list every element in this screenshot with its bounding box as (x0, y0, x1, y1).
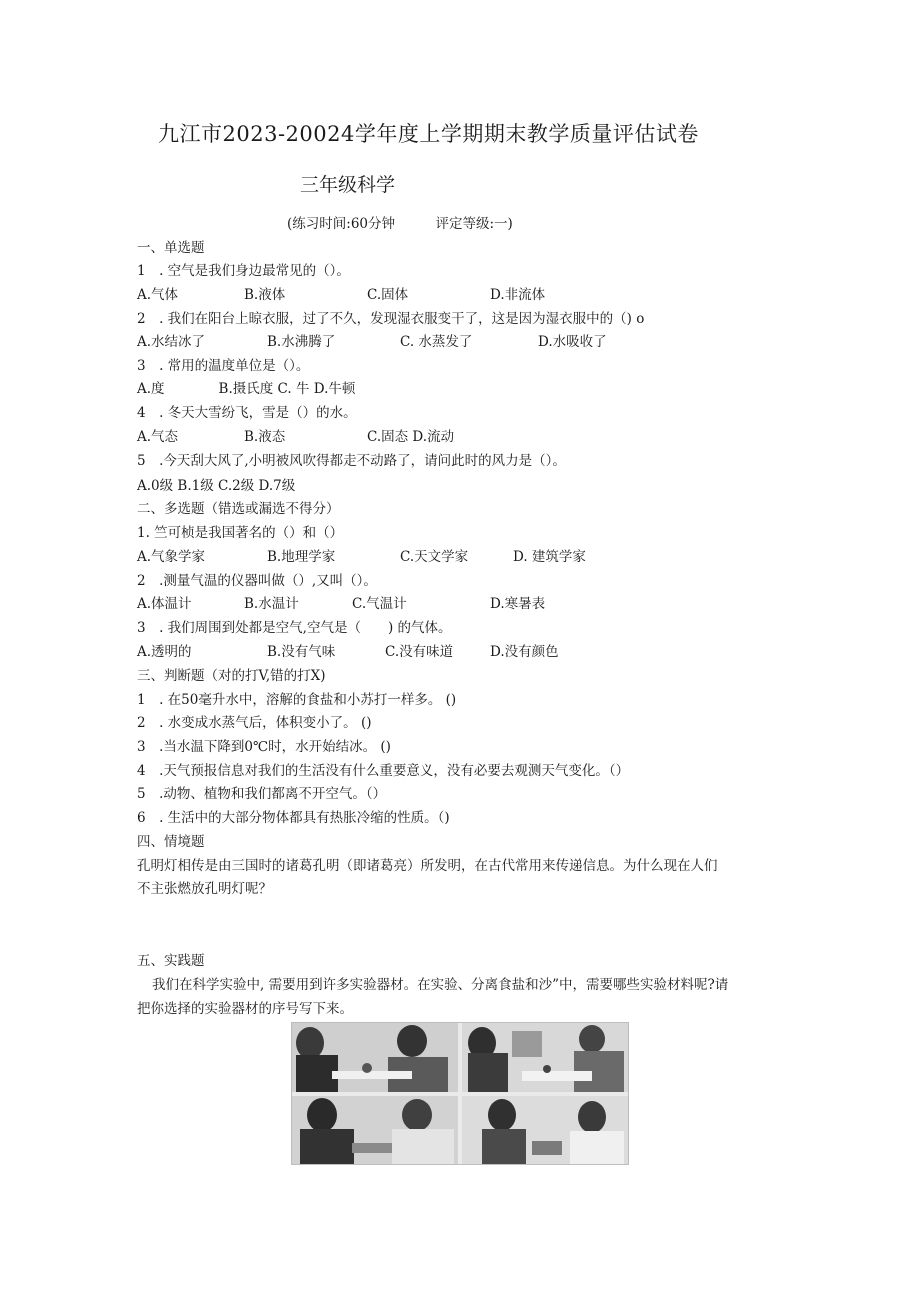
judgment-item: 4 .天气预报信息对我们的生活没有什么重要意义，没有必要去观测天气变化。（） (137, 763, 630, 779)
question-1-3-options: A.度 B.摄氏度 C. 牛 D.牛顿 (137, 381, 356, 397)
section-2-heading: 二、多选题（错选或漏选不得分） (137, 501, 340, 517)
section-3-heading: 三、判断题（对的打V,错的打X) (137, 668, 326, 684)
scenario-text-line-2: 不主张燃放孔明灯呢？ (137, 881, 272, 897)
option-a: A.气象学家 (137, 549, 206, 565)
question-1-5: 5 .今天刮大风了,小明被风吹得都走不动路了，请问此时的风力是（）。 (137, 453, 566, 469)
experiment-photos (291, 1022, 629, 1165)
exam-meta: (练习时间:60分钟 评定等级:一) (287, 216, 513, 232)
judgment-item: 1 . 在50毫升水中，溶解的食盐和小苏打一样多。 () (137, 692, 457, 708)
option-b: B.液态 (244, 429, 286, 445)
option-d: D.寒暑表 (490, 596, 546, 612)
option-cd: C.固态 D.流动 (367, 429, 455, 445)
option-d: D.没有颜色 (490, 644, 559, 660)
judgment-item: 3 .当水温下降到0℃时，水开始结冰。 () (137, 739, 391, 755)
option-b: B.液体 (244, 287, 286, 303)
question-1-4: 4 . 冬天大雪纷飞，雪是（）的水。 (137, 405, 357, 421)
option-a: A.体温计 (137, 596, 192, 612)
practice-text-line-1: 我们在科学实验中, 需要用到许多实验器材。在实验、分离食盐和沙”中，需要哪些实验材料呢?请 (152, 977, 729, 993)
option-a: A.气态 (137, 429, 179, 445)
option-c: C.没有味道 (385, 644, 454, 660)
question-2-1: 1. 竺可桢是我国著名的（）和（） (137, 525, 344, 541)
option-d: D. 建筑学家 (513, 549, 586, 565)
option-c: C.固体 (367, 287, 409, 303)
scenario-text-line-1: 孔明灯相传是由三国时的诸葛孔明（即诸葛亮）所发明，在古代常用来传递信息。为什么现在人们 (137, 858, 718, 874)
page-subtitle: 三年级科学 (300, 174, 396, 196)
section-1-heading: 一、单选题 (137, 240, 205, 256)
section-4-heading: 四、情境题 (137, 834, 205, 850)
option-a: A.透明的 (137, 644, 192, 660)
question-1-5-options: A.0级 B.1级 C.2级 D.7级 (137, 478, 296, 494)
page-title: 九江市2023-20024学年度上学期期末教学质量评估试卷 (158, 122, 699, 146)
option-d: D.非流体 (490, 287, 546, 303)
option-b: B.水温计 (244, 596, 299, 612)
option-c: C.气温计 (352, 596, 407, 612)
option-a: A.气体 (137, 287, 179, 303)
question-1-3: 3 . 常用的温度单位是（）。 (137, 358, 310, 374)
judgment-item: 6 . 生活中的大部分物体都具有热胀冷缩的性质。（) (137, 810, 450, 826)
judgment-item: 5 .动物、植物和我们都离不开空气。（） (137, 786, 387, 802)
option-a: A.水结冰了 (137, 334, 206, 350)
question-1-2: 2 . 我们在阳台上晾衣服，过了不久，发现湿衣服变干了，这是因为湿衣服中的（) o (137, 311, 645, 327)
question-2-2: 2 .测量气温的仪器叫做（）,又叫（）。 (137, 573, 377, 589)
question-2-3: 3 . 我们周围到处都是空气,空气是（ ) 的气体。 (137, 620, 452, 636)
option-b: B.没有气味 (267, 644, 336, 660)
option-c: C. 水蒸发了 (400, 334, 473, 350)
option-b: B.地理学家 (267, 549, 336, 565)
judgment-item: 2 . 水变成水蒸气后，体积变小了。 () (137, 715, 372, 731)
practice-text-line-2: 把你选择的实验器材的序号写下来。 (137, 1001, 353, 1017)
option-c: C.天文学家 (400, 549, 469, 565)
option-b: B.水沸腾了 (267, 334, 336, 350)
option-d: D.水吸收了 (538, 334, 607, 350)
question-1-1: 1 . 空气是我们身边最常见的（）。 (137, 263, 350, 279)
section-5-heading: 五、实践题 (137, 953, 205, 969)
